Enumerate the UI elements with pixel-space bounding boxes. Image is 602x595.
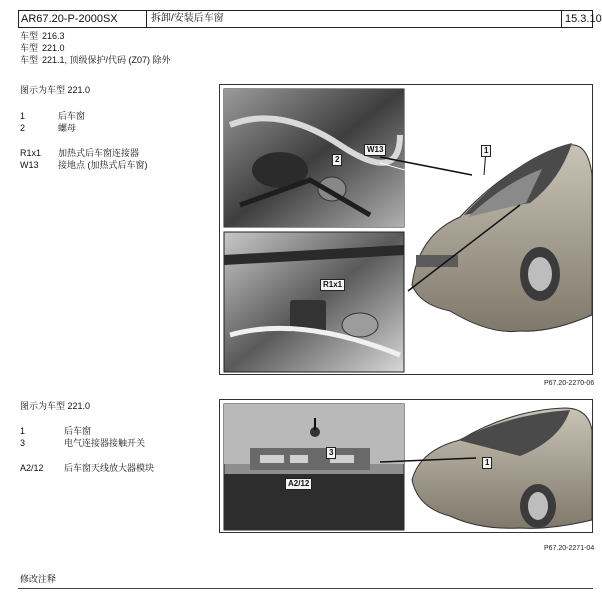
document-id: AR67.20-P-2000SX: [21, 13, 118, 25]
section2-legend-2: [20, 462, 154, 474]
legend-item: A2/12 后车窗天线放大器模块: [20, 463, 155, 473]
document-date: 15.3.10: [561, 11, 598, 27]
figure-1-illustration: [220, 85, 594, 376]
section2-caption: 图示为车型 221.0: [20, 401, 91, 411]
callout-3: 3: [326, 447, 336, 459]
callout-r1x1: R1x1: [320, 279, 345, 291]
legend-item: 2 螺母: [20, 123, 77, 133]
legend-item: R1x1 加热式后车窗连接器: [20, 148, 140, 158]
callout-w13: W13: [364, 144, 386, 156]
section1-legend-2: [20, 147, 148, 171]
legend-item: 1 后车窗: [20, 426, 92, 436]
callout-a2-12: A2/12: [285, 478, 312, 490]
figure-2-id: P67.20-2271-04: [544, 545, 595, 552]
section1-legend: [20, 110, 85, 134]
callout-2: 2: [332, 154, 342, 166]
model-line-1: 车型 216.3: [20, 31, 65, 41]
figure-1: [219, 84, 593, 375]
notes-table-top: [18, 588, 593, 595]
figure-2: [219, 399, 593, 533]
legend-item: 3 电气连接器接触开关: [20, 438, 146, 448]
legend-item: 1 后车窗: [20, 111, 86, 121]
model-line-3: 车型 221.1, 顶级保护/代码 (Z07) 除外: [20, 55, 171, 65]
callout-1: 1: [481, 145, 491, 157]
model-line-2: 车型 221.0: [20, 43, 65, 53]
document-header: [18, 10, 602, 28]
legend-item: W13 接地点 (加热式后车窗): [20, 160, 148, 170]
section2-legend: [20, 425, 145, 449]
figure-1-id: P67.20-2270-06: [544, 380, 595, 387]
notes-title: 修改注释: [20, 574, 57, 584]
callout-1: 1: [482, 457, 492, 469]
section1-caption: 图示为车型 221.0: [20, 85, 91, 95]
document-title: 拆卸/安装后车窗: [146, 11, 568, 27]
figure-2-illustration: [220, 400, 594, 534]
